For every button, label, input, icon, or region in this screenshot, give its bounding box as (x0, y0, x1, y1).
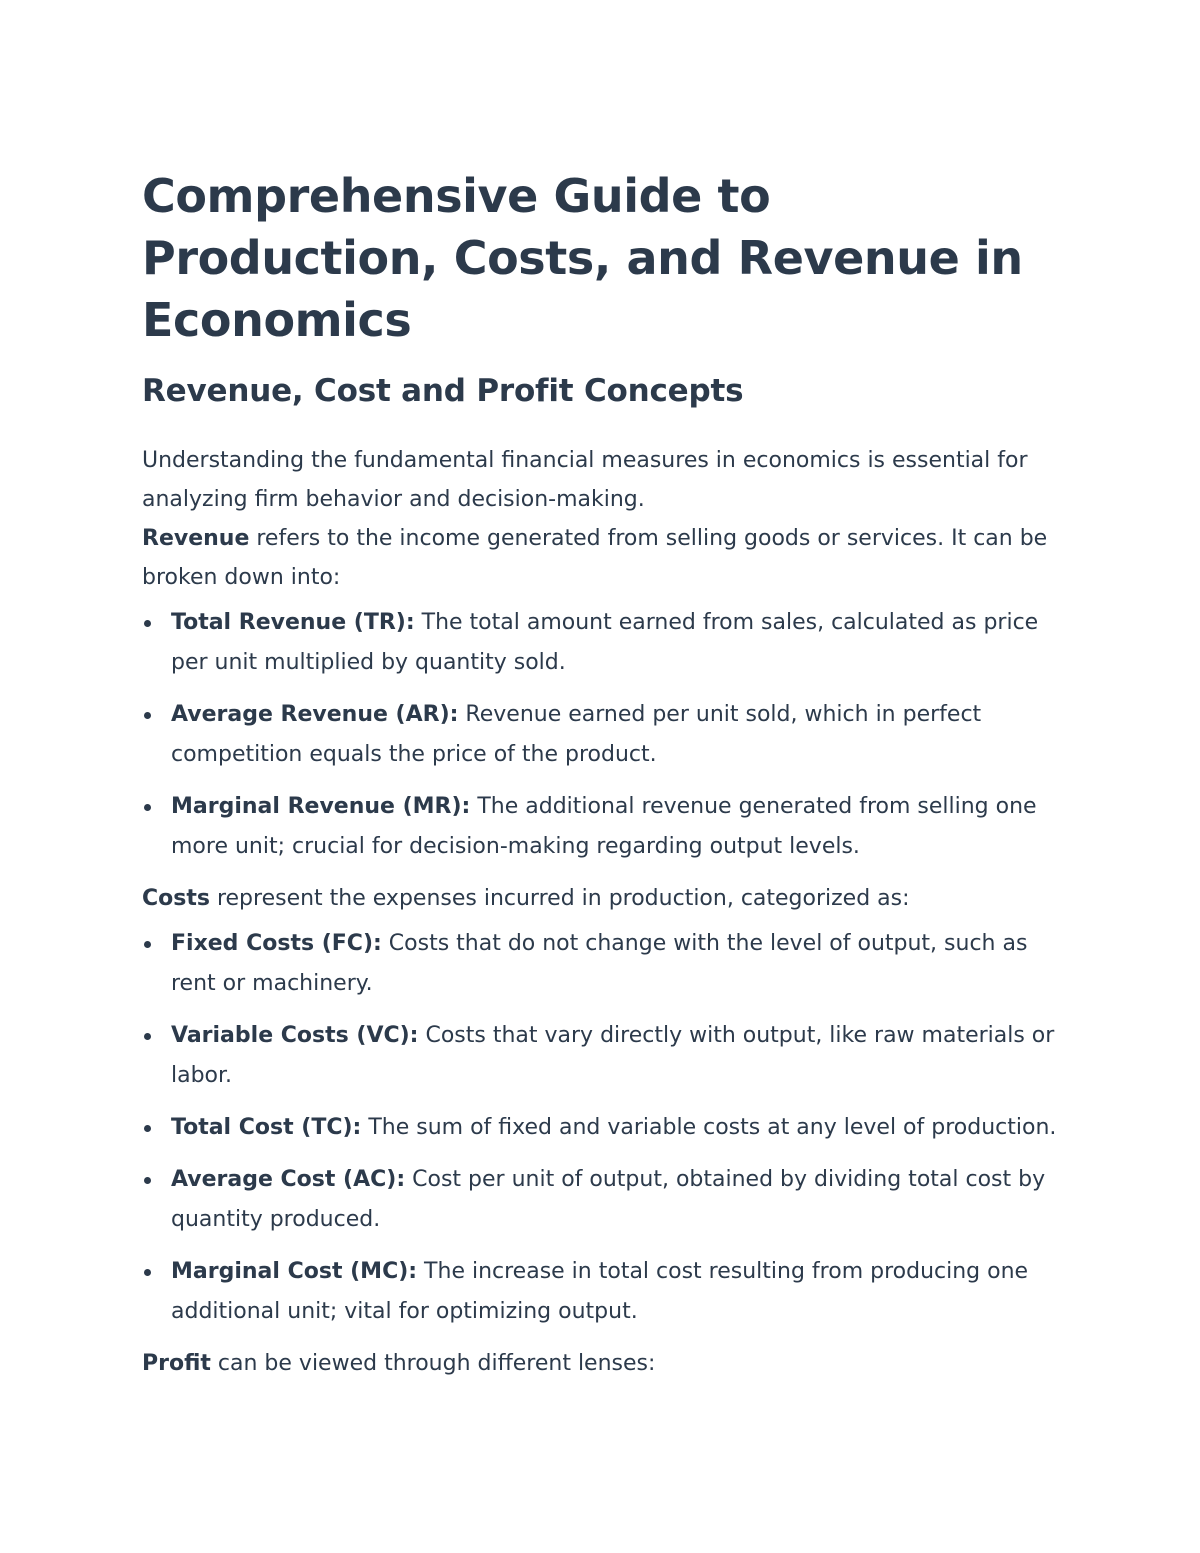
revenue-text: refers to the income generated from selling goods or services. It can be broken down into: (142, 526, 1048, 590)
profit-term: Profit (142, 1351, 211, 1376)
list-item-term: Total Cost (TC): (171, 1115, 362, 1140)
list-item-marginal-cost (142, 1252, 1062, 1332)
revenue-list (142, 603, 1062, 867)
intro-paragraph: Understanding the fundamental financial measures in economics is essential for analyzing firm behavior and decision-making. (142, 448, 1028, 512)
bullet-icon (144, 804, 151, 811)
list-item-marginal-revenue (142, 787, 1062, 867)
list-item-total-revenue (142, 603, 1062, 683)
revenue-term: Revenue (142, 526, 250, 551)
list-item-total-cost (142, 1108, 1062, 1148)
page-title: Comprehensive Guide to Production, Costs, and Revenue in Economics (142, 169, 1023, 347)
bullet-icon (144, 1269, 151, 1276)
bullet-icon (144, 712, 151, 719)
costs-list (142, 924, 1062, 1332)
list-item-text: Cost per unit of output, obtained by dividing total cost by quantity produced. (171, 1167, 1046, 1232)
bullet-icon (144, 1177, 151, 1184)
list-item-text: The sum of fixed and variable costs at any level of production. (361, 1115, 1057, 1140)
bullet-icon (144, 1125, 151, 1132)
list-item-term: Total Revenue (TR): (171, 610, 415, 635)
list-item-term: Marginal Cost (MC): (171, 1259, 418, 1284)
bullet-icon (144, 1033, 151, 1040)
list-item-term: Average Revenue (AR): (171, 702, 459, 727)
list-item-average-cost (142, 1160, 1062, 1240)
costs-term: Costs (142, 886, 210, 911)
document-page (142, 165, 1062, 1383)
list-item-average-revenue (142, 695, 1062, 775)
costs-paragraph (142, 879, 1062, 918)
list-item-text: Costs that vary directly with output, like raw materials or labor. (171, 1023, 1055, 1088)
list-item-term: Fixed Costs (FC): (171, 931, 382, 956)
list-item-term: Average Cost (AC): (171, 1167, 406, 1192)
list-item-text: The total amount earned from sales, calculated as price per unit multiplied by quantity sold. (171, 610, 1039, 675)
list-item-term: Marginal Revenue (MR): (171, 794, 471, 819)
section-heading: Revenue, Cost and Profit Concepts (142, 373, 744, 409)
costs-text: represent the expenses incurred in production, categorized as: (209, 886, 910, 911)
list-item-term: Variable Costs (VC): (171, 1023, 419, 1048)
bullet-icon (144, 941, 151, 948)
bullet-icon (144, 620, 151, 627)
profit-text: can be viewed through different lenses: (210, 1351, 656, 1376)
list-item-text: The increase in total cost resulting from producing one additional unit; vital for optimizing output. (171, 1259, 1029, 1324)
list-item-variable-costs (142, 1016, 1062, 1096)
profit-paragraph (142, 1344, 1062, 1383)
list-item-fixed-costs (142, 924, 1062, 1004)
list-item-text: Costs that do not change with the level of output, such as rent or machinery. (171, 931, 1028, 996)
list-item-text: The additional revenue generated from selling one more unit; crucial for decision-making regarding output levels. (171, 794, 1037, 859)
list-item-text: Revenue earned per unit sold, which in perfect competition equals the price of the product. (171, 702, 982, 767)
revenue-paragraph (142, 519, 1062, 597)
